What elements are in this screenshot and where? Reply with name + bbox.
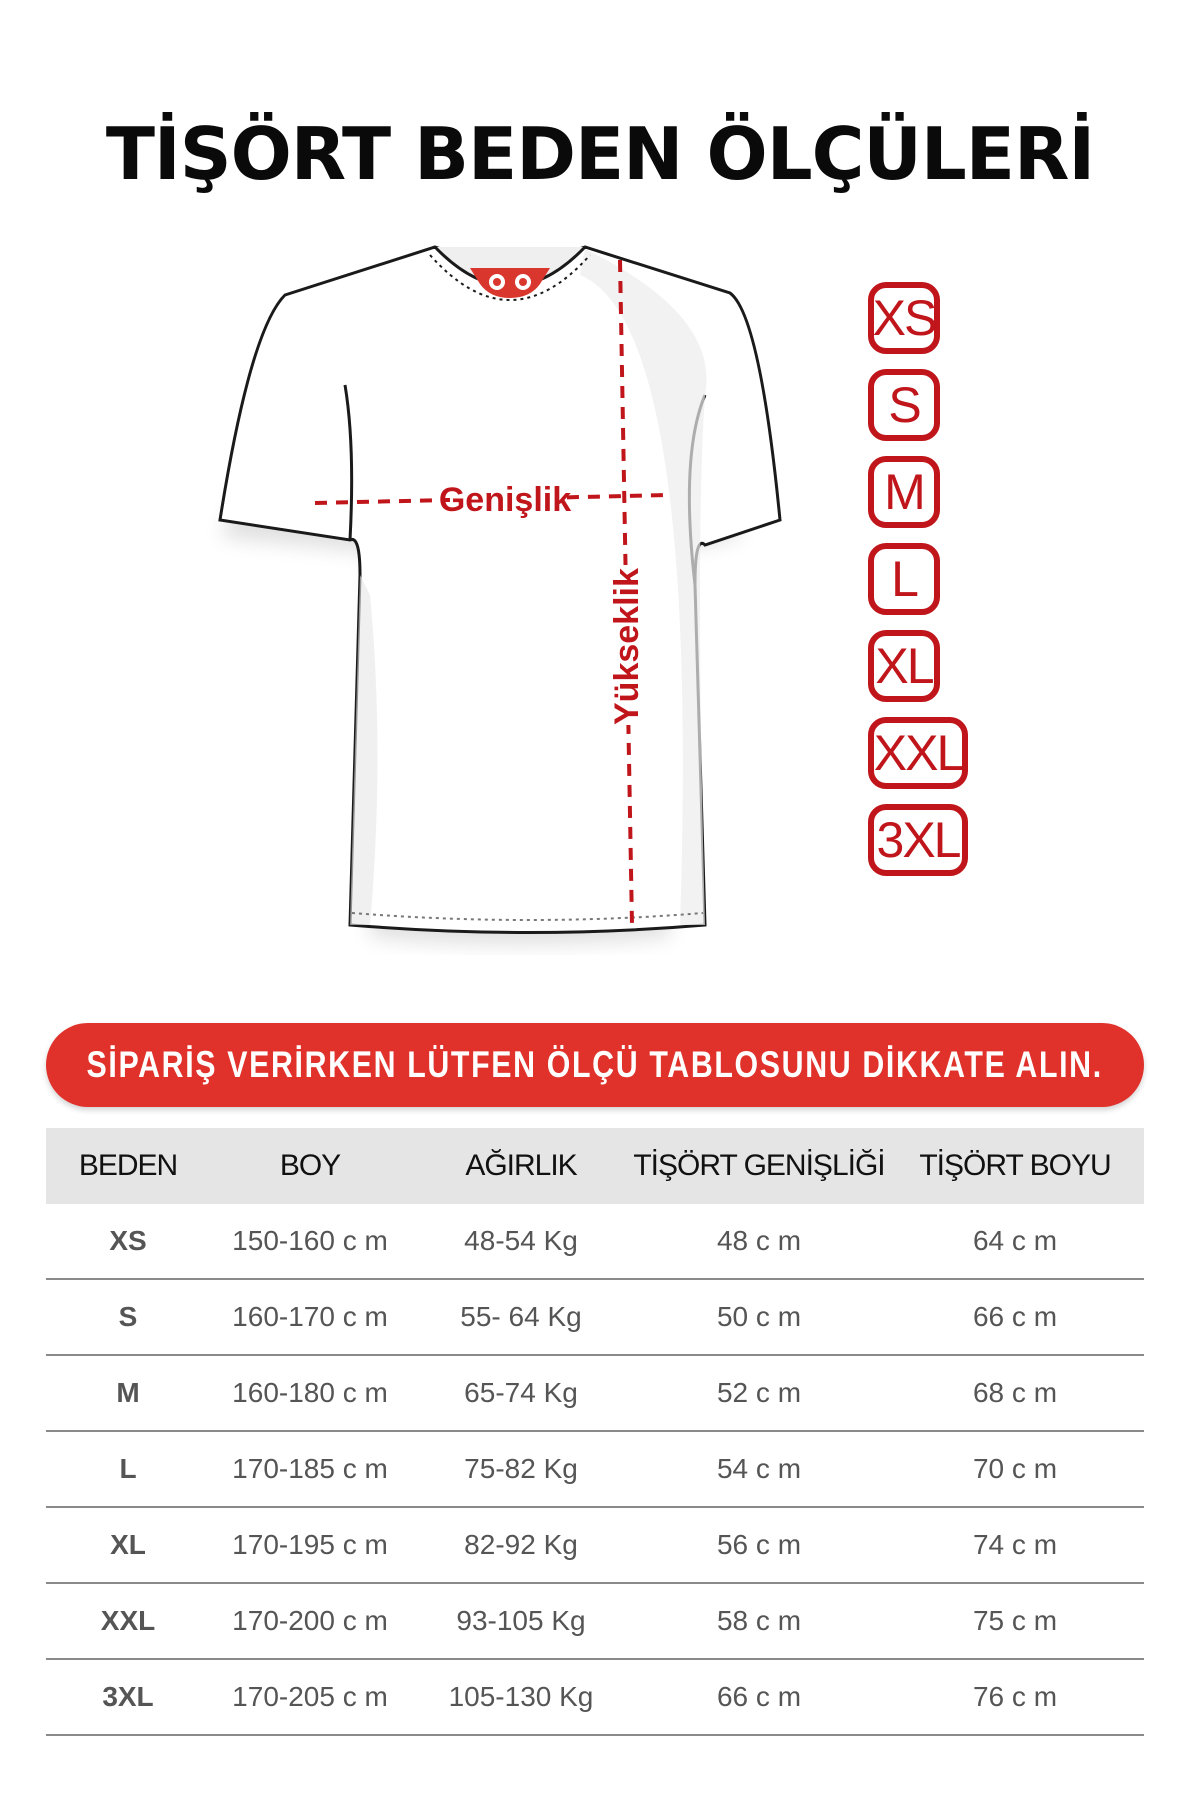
order-notice-text: SİPARİŞ VERİRKEN LÜTFEN ÖLÇÜ TABLOSUNU DİKKATE ALIN. (86, 1044, 1104, 1085)
cell-weight: 93-105 Kg (456, 1605, 586, 1636)
cell-size: 3XL (102, 1681, 154, 1712)
cell-height: 170-195 c m (232, 1529, 388, 1560)
cell-shirt-width: 66 c m (716, 1681, 802, 1712)
order-notice-banner (46, 1023, 1144, 1107)
cell-shirt-width: 48 c m (716, 1225, 802, 1256)
size-badge-xs: XS (868, 282, 940, 354)
header-agirlik: AĞIRLIK (465, 1149, 577, 1182)
table-header (46, 1128, 1144, 1204)
tshirt-diagram (200, 235, 840, 955)
table-row (46, 1432, 1144, 1508)
cell-size: M (116, 1377, 140, 1408)
table-row (46, 1584, 1144, 1660)
width-label: Genişlik (438, 481, 572, 519)
table-row (46, 1280, 1144, 1356)
cell-size: XXL (100, 1605, 156, 1636)
table-row (46, 1660, 1144, 1736)
cell-shirt-length: 66 c m (972, 1301, 1058, 1332)
cell-height: 170-185 c m (232, 1453, 388, 1484)
cell-weight: 48-54 Kg (464, 1225, 578, 1256)
cell-height: 170-205 c m (232, 1681, 388, 1712)
cell-shirt-length: 68 c m (972, 1377, 1058, 1408)
cell-weight: 105-130 Kg (448, 1681, 594, 1712)
header-boy: BOY (279, 1149, 341, 1182)
cell-height: 160-170 c m (232, 1301, 388, 1332)
cell-shirt-length: 70 c m (972, 1453, 1058, 1484)
cell-shirt-length: 64 c m (972, 1225, 1058, 1256)
size-badge-m: M (868, 456, 940, 528)
cell-height: 170-200 c m (232, 1605, 388, 1636)
header-tisort-genisligi: TİŞÖRT GENİŞLİĞİ (633, 1149, 885, 1182)
cell-shirt-width: 50 c m (716, 1301, 802, 1332)
cell-weight: 75-82 Kg (464, 1453, 578, 1484)
table-row (46, 1356, 1144, 1432)
cell-shirt-length: 74 c m (972, 1529, 1058, 1560)
header-beden: BEDEN (78, 1149, 178, 1182)
table-row (46, 1204, 1144, 1280)
size-badge-xxl: XXL (868, 717, 968, 789)
cell-shirt-width: 58 c m (716, 1605, 802, 1636)
size-badge-l: L (868, 543, 940, 615)
size-badge-s: S (868, 369, 940, 441)
header-tisort-boyu: TİŞÖRT BOYU (919, 1149, 1111, 1182)
cell-shirt-width: 56 c m (716, 1529, 802, 1560)
cell-height: 160-180 c m (232, 1377, 388, 1408)
cell-shirt-width: 54 c m (716, 1453, 802, 1484)
size-badge-xl: XL (868, 630, 940, 702)
cell-size: XS (109, 1225, 147, 1256)
height-label: Yükseklik (608, 568, 646, 725)
cell-weight: 82-92 Kg (464, 1529, 578, 1560)
size-badge-3xl: 3XL (868, 804, 968, 876)
cell-shirt-length: 75 c m (972, 1605, 1058, 1636)
cell-size: XL (110, 1529, 146, 1560)
size-badge-list (868, 282, 1008, 882)
page-title: TİŞÖRT BEDEN ÖLÇÜLERİ (105, 112, 1095, 196)
table-row (46, 1508, 1144, 1584)
cell-height: 150-160 c m (232, 1225, 388, 1256)
cell-shirt-width: 52 c m (716, 1377, 802, 1408)
cell-shirt-length: 76 c m (972, 1681, 1058, 1712)
cell-size: L (119, 1453, 137, 1484)
cell-weight: 55- 64 Kg (460, 1301, 582, 1332)
cell-size: S (118, 1301, 138, 1332)
size-chart-table (46, 1128, 1144, 1736)
tshirt-illustration (200, 235, 840, 955)
cell-weight: 65-74 Kg (464, 1377, 578, 1408)
